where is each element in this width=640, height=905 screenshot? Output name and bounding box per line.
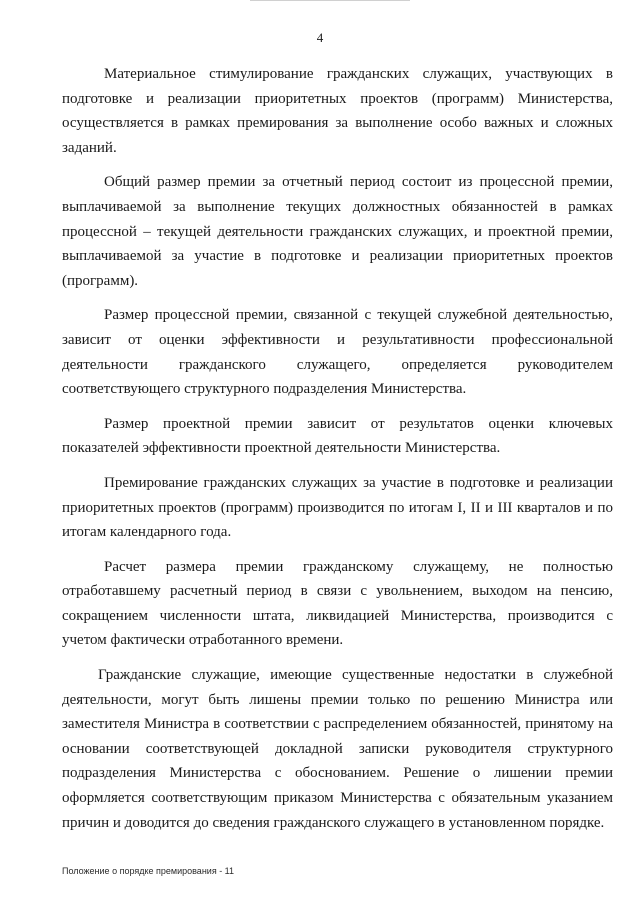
paragraph-total-bonus: Общий размер премии за отчетный период состоит из процессной премии, выплачиваемой за выполнение текущих должностных обязанностей в рамках процессной – текущей деятельности гражданских служащих, и проектной премии, выплачиваемой за участие в подготовке и реализации приоритетных проектов (программ). [62, 174, 613, 289]
paragraph-bonus-periods: Премирование гражданских служащих за участие в подготовке и реализации приоритетных проектов (программ) производится по итогам I, II и III кварталов и по итогам календарного года. [62, 474, 613, 541]
paragraph-partial-period: Расчет размера премии гражданскому служащему, не полностью отработавшему расчетный период в связи с увольнением, выходом на пенсию, сокращением численности штата, ликвидацией Министерства, производится с учетом фактически отработанного времени. [62, 558, 613, 649]
paragraph-material-incentive: Материальное стимулирование гражданских служащих, участвующих в подготовке и реализации приоритетных проектов (программ) Министерства, осуществляется в рамках премирования за выполнение особо важных и сложных заданий. [62, 66, 613, 156]
paragraph-deprivation: Гражданские служащие, имеющие существенные недостатки в служебной деятельности, могут быть лишены премии только по решению Министра или заместителя Министра в соответствии с распределением обязанностей, принятому на основании соответствующей докладной записки руководителя структурного подразделения Министерства с обоснованием. Решение о лишении премии оформляется соответствующим приказом Министерства с обязательным указанием причин и доводится до сведения гражданского служащего в установленном порядке. [62, 667, 613, 831]
paragraph-project-bonus: Размер проектной премии зависит от результатов оценки ключевых показателей эффективности проектной деятельности Министерства. [62, 415, 613, 457]
page-number: 4 [316, 30, 324, 45]
document-body [62, 62, 613, 845]
page-footer: Положение о порядке премирования - 11 [62, 866, 235, 876]
paragraph-process-bonus: Размер процессной премии, связанной с текущей служебной деятельностью, зависит от оценки эффективности и результативности профессиональной деятельности гражданского служащего, определяется руководителем соответствующего структурного подразделения Министерства. [62, 307, 613, 398]
scan-edge-line [250, 0, 410, 1]
